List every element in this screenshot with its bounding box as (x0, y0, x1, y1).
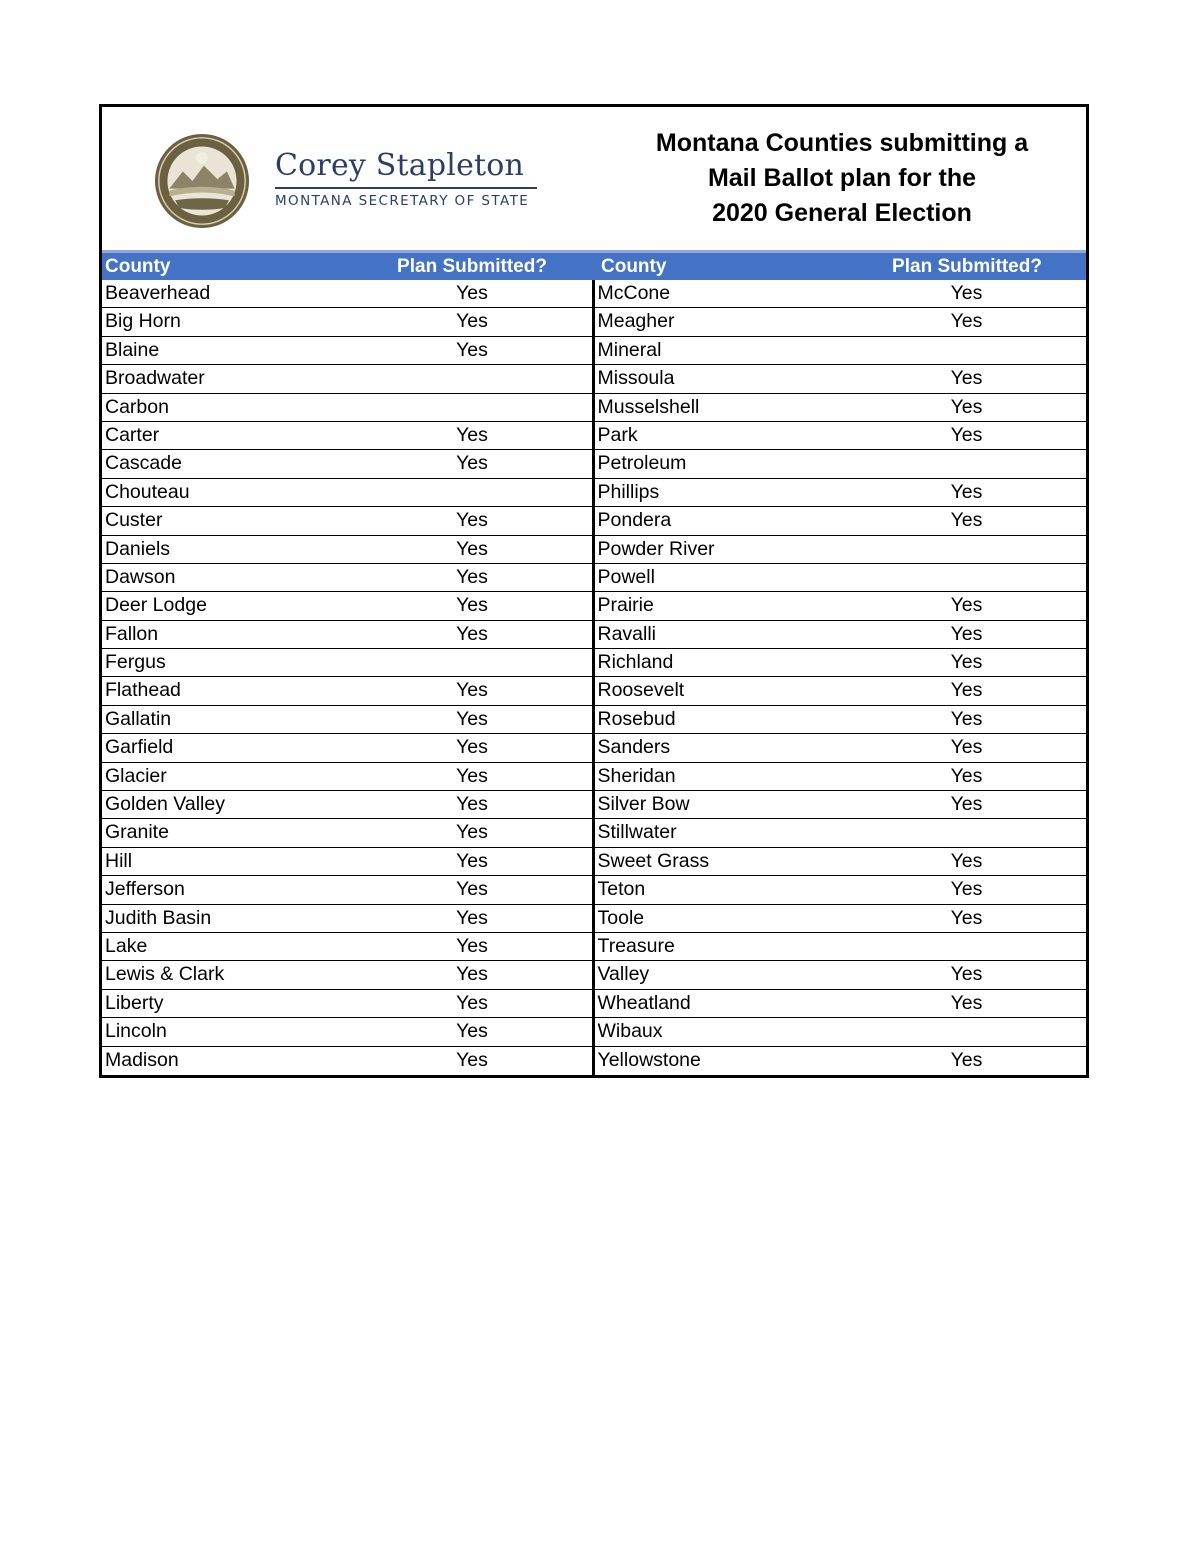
table-row (595, 394, 1087, 422)
brand-divider (275, 187, 537, 189)
plan-submitted-cell: Yes (456, 821, 488, 844)
table-row (595, 536, 1087, 564)
plan-submitted-cell: Yes (456, 934, 488, 957)
county-cell: Musselshell (597, 395, 700, 418)
county-cell: Ravalli (597, 622, 657, 645)
table-row (102, 337, 592, 365)
county-cell: Petroleum (597, 452, 687, 475)
county-cell: Glacier (105, 764, 167, 787)
table-row (102, 422, 592, 450)
plan-submitted-cell: Yes (950, 480, 983, 503)
table-row (102, 592, 592, 620)
state-seal-icon (154, 133, 250, 229)
table-row (102, 280, 592, 308)
plan-submitted-cell: Yes (950, 395, 983, 418)
table-row (102, 791, 592, 819)
plan-submitted-cell: Yes (950, 1048, 983, 1071)
plan-submitted-cell: Yes (456, 537, 488, 560)
county-cell: Rosebud (597, 707, 676, 730)
table-row (102, 621, 592, 649)
plan-submitted-cell: Yes (456, 594, 488, 617)
table-header (102, 250, 1086, 280)
county-cell: Madison (105, 1048, 179, 1071)
county-cell: Toole (597, 906, 645, 929)
plan-submitted-cell (892, 450, 1042, 477)
plan-submitted-cell: Yes (950, 764, 983, 787)
county-cell: Phillips (597, 480, 660, 503)
table-row (595, 337, 1087, 365)
table-row (595, 763, 1087, 791)
plan-submitted-cell: Yes (950, 991, 983, 1014)
county-cell: Stillwater (597, 821, 677, 844)
table-row (595, 649, 1087, 677)
table-row (102, 308, 592, 336)
brand-block (275, 149, 537, 209)
brand-subtitle: MONTANA SECRETARY OF STATE (275, 193, 530, 209)
document-header (102, 107, 1086, 250)
plan-submitted-cell: Yes (456, 509, 488, 532)
column-header-county: County (601, 256, 667, 277)
plan-submitted-cell: Yes (950, 651, 983, 674)
plan-submitted-cell: Yes (456, 1048, 488, 1071)
table-row (595, 933, 1087, 961)
plan-submitted-cell: Yes (950, 849, 983, 872)
table-row (595, 564, 1087, 592)
county-cell: McCone (597, 282, 671, 304)
plan-submitted-cell: Yes (456, 1020, 488, 1043)
county-cell: Chouteau (105, 480, 190, 503)
county-cell: Sweet Grass (597, 849, 710, 872)
plan-submitted-cell (397, 365, 547, 392)
table-row (595, 507, 1087, 535)
table-row (595, 365, 1087, 393)
plan-submitted-cell: Yes (456, 793, 488, 816)
county-cell: Valley (597, 963, 650, 986)
table-row (102, 961, 592, 989)
county-cell: Broadwater (105, 367, 205, 390)
table-row (595, 876, 1087, 904)
plan-submitted-cell: Yes (456, 764, 488, 787)
county-cell: Beaverhead (105, 282, 211, 304)
table-row (102, 763, 592, 791)
county-cell: Meagher (597, 310, 675, 333)
table-row (595, 1047, 1087, 1075)
title-line: 2020 General Election (712, 199, 972, 227)
county-cell: Teton (597, 878, 646, 901)
table-row (102, 564, 592, 592)
county-cell: Fallon (105, 622, 159, 645)
county-cell: Cascade (105, 452, 182, 475)
title-line: Montana Counties submitting a (655, 129, 1029, 157)
plan-submitted-cell: Yes (456, 906, 488, 929)
plan-submitted-cell (397, 479, 547, 506)
column-header-county: County (105, 256, 171, 277)
right-column (595, 280, 1087, 1075)
plan-submitted-cell (892, 564, 1042, 591)
plan-submitted-cell (892, 536, 1042, 563)
county-cell: Flathead (105, 679, 181, 702)
county-cell: Garfield (105, 736, 174, 759)
table-row (595, 706, 1087, 734)
plan-submitted-cell: Yes (950, 594, 983, 617)
plan-submitted-cell: Yes (950, 793, 983, 816)
county-cell: Wheatland (597, 991, 691, 1014)
plan-submitted-cell: Yes (456, 423, 488, 446)
table-row (102, 990, 592, 1018)
brand-name: Corey Stapleton (275, 148, 525, 183)
county-cell: Roosevelt (597, 679, 685, 702)
table-row (595, 734, 1087, 762)
table-row (102, 706, 592, 734)
table-row (595, 990, 1087, 1018)
ballot-plan-sheet (99, 104, 1089, 1078)
table-row (595, 308, 1087, 336)
table-row (102, 1018, 592, 1046)
left-column (102, 280, 595, 1075)
county-cell: Treasure (597, 934, 675, 957)
county-cell: Wibaux (597, 1020, 663, 1043)
plan-submitted-cell: Yes (950, 906, 983, 929)
plan-submitted-cell (397, 394, 547, 421)
table-row (595, 1018, 1087, 1046)
table-row (595, 677, 1087, 705)
table-row (102, 876, 592, 904)
table-row (102, 933, 592, 961)
plan-submitted-cell (892, 1018, 1042, 1045)
table-row (595, 905, 1087, 933)
county-cell: Liberty (105, 991, 164, 1014)
county-cell: Lincoln (105, 1020, 167, 1043)
plan-submitted-cell: Yes (950, 509, 983, 532)
plan-submitted-cell: Yes (456, 338, 488, 361)
plan-submitted-cell: Yes (950, 963, 983, 986)
plan-submitted-cell (397, 649, 547, 676)
table-row (595, 791, 1087, 819)
plan-submitted-cell: Yes (456, 622, 488, 645)
county-cell: Big Horn (105, 310, 181, 333)
county-cell: Daniels (105, 537, 171, 560)
plan-submitted-cell: Yes (950, 736, 983, 759)
table-row (102, 450, 592, 478)
plan-submitted-cell: Yes (950, 622, 983, 645)
plan-submitted-cell: Yes (950, 310, 983, 333)
county-cell: Judith Basin (105, 906, 212, 929)
plan-submitted-cell: Yes (456, 707, 488, 730)
county-cell: Sanders (597, 736, 671, 759)
county-cell: Yellowstone (597, 1048, 701, 1071)
county-cell: Lake (105, 934, 148, 957)
plan-submitted-cell: Yes (950, 282, 983, 304)
plan-submitted-cell: Yes (456, 565, 488, 588)
county-cell: Gallatin (105, 707, 172, 730)
county-cell: Pondera (597, 509, 672, 532)
table-row (595, 819, 1087, 847)
plan-submitted-cell: Yes (456, 452, 488, 475)
plan-submitted-cell: Yes (950, 367, 983, 390)
county-cell: Blaine (105, 338, 160, 361)
plan-submitted-cell (892, 337, 1042, 364)
county-cell: Lewis & Clark (105, 963, 225, 986)
plan-submitted-cell: Yes (456, 878, 488, 901)
county-cell: Golden Valley (105, 793, 225, 816)
county-cell: Mineral (597, 338, 662, 361)
table-row (102, 905, 592, 933)
table-row (102, 677, 592, 705)
county-cell: Silver Bow (597, 793, 690, 816)
table-row (595, 280, 1087, 308)
plan-submitted-cell: Yes (950, 878, 983, 901)
county-cell: Carter (105, 423, 160, 446)
table-row (102, 819, 592, 847)
table-row (595, 621, 1087, 649)
plan-submitted-cell: Yes (456, 963, 488, 986)
table-row (595, 479, 1087, 507)
county-cell: Prairie (597, 594, 654, 617)
plan-submitted-cell: Yes (950, 707, 983, 730)
county-cell: Missoula (597, 367, 675, 390)
county-cell: Fergus (105, 651, 166, 674)
column-header-plan: Plan Submitted? (397, 256, 547, 277)
plan-submitted-cell: Yes (456, 849, 488, 872)
plan-submitted-cell: Yes (456, 679, 488, 702)
plan-submitted-cell: Yes (456, 310, 488, 333)
county-cell: Hill (105, 849, 133, 872)
county-cell: Dawson (105, 565, 176, 588)
table-row (102, 536, 592, 564)
plan-submitted-cell (892, 819, 1042, 846)
county-cell: Jefferson (105, 878, 185, 901)
county-cell: Sheridan (597, 764, 676, 787)
table-row (102, 734, 592, 762)
county-cell: Deer Lodge (105, 594, 207, 617)
title-line: Mail Ballot plan for the (707, 164, 977, 192)
table-row (595, 848, 1087, 876)
table-row (102, 649, 592, 677)
county-cell: Powder River (597, 537, 715, 560)
table-body (102, 280, 1086, 1075)
plan-submitted-cell: Yes (950, 679, 983, 702)
table-row (595, 450, 1087, 478)
table-row (102, 365, 592, 393)
table-row (102, 848, 592, 876)
column-header-plan: Plan Submitted? (892, 256, 1042, 277)
county-cell: Park (597, 423, 638, 446)
plan-submitted-cell: Yes (456, 991, 488, 1014)
county-cell: Carbon (105, 395, 169, 418)
plan-submitted-cell: Yes (950, 423, 983, 446)
table-row (102, 507, 592, 535)
table-row (595, 422, 1087, 450)
plan-submitted-cell: Yes (456, 736, 488, 759)
county-cell: Richland (597, 651, 674, 674)
table-row (102, 479, 592, 507)
table-row (595, 961, 1087, 989)
plan-submitted-cell (892, 933, 1042, 960)
document-title (622, 126, 1062, 231)
county-cell: Custer (105, 509, 163, 532)
plan-submitted-cell: Yes (456, 282, 488, 304)
county-cell: Granite (105, 821, 169, 844)
table-row (595, 592, 1087, 620)
table-row (102, 1047, 592, 1075)
table-row (102, 394, 592, 422)
county-cell: Powell (597, 565, 655, 588)
